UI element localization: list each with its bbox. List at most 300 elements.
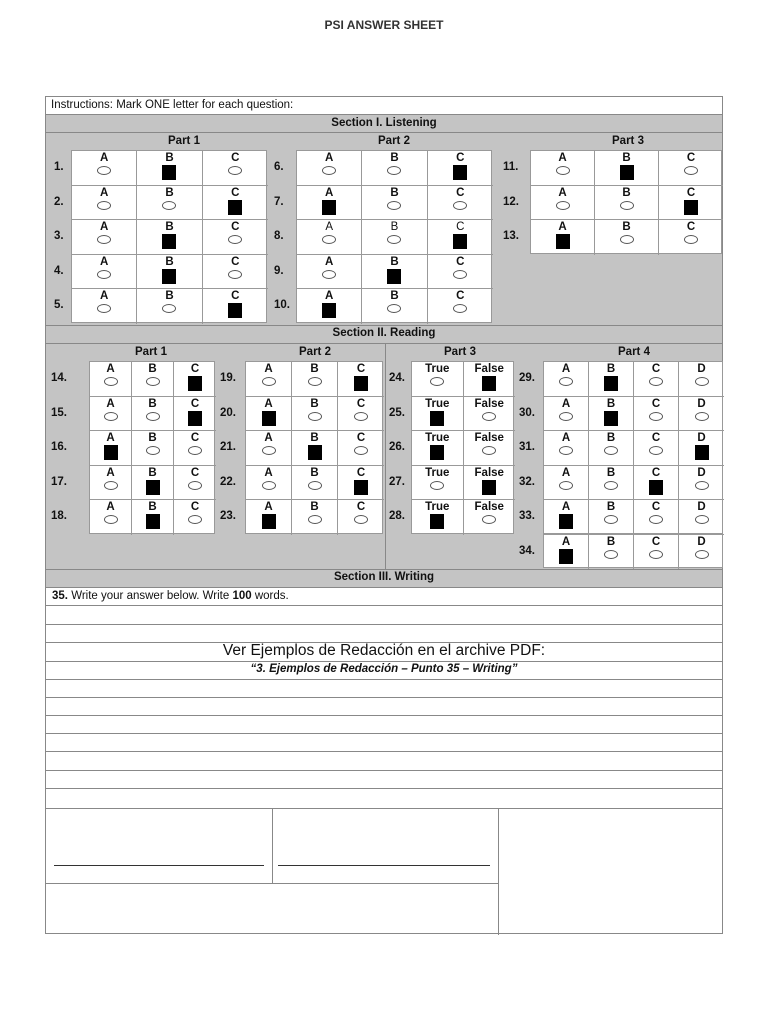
empty-bubble[interactable] <box>146 412 160 421</box>
question-number: 26. <box>389 441 405 453</box>
answer-option-c[interactable] <box>659 151 723 186</box>
answer-grid <box>245 361 383 534</box>
answer-option-c[interactable] <box>659 220 723 255</box>
filled-bubble[interactable] <box>649 480 663 495</box>
option-label: D <box>697 466 706 479</box>
answer-option-c[interactable] <box>174 431 216 466</box>
option-label: B <box>165 290 174 302</box>
answer-option-a[interactable] <box>544 431 589 466</box>
answer-option-b[interactable] <box>292 500 338 535</box>
empty-bubble[interactable] <box>308 481 322 490</box>
empty-bubble[interactable] <box>453 201 467 210</box>
option-label: A <box>558 186 567 199</box>
empty-bubble[interactable] <box>162 304 176 313</box>
answer-option-a[interactable] <box>90 500 132 535</box>
empty-bubble[interactable] <box>695 515 709 524</box>
answer-option-a[interactable] <box>246 362 292 397</box>
answer-option-a[interactable] <box>544 466 589 501</box>
empty-bubble[interactable] <box>684 235 698 244</box>
option-label: A <box>100 152 109 164</box>
question-number: 7. <box>274 195 284 208</box>
answer-option-a[interactable] <box>72 220 137 255</box>
answer-option-d[interactable] <box>679 431 724 466</box>
filled-bubble[interactable] <box>262 411 276 426</box>
option-label: B <box>165 186 174 199</box>
answer-option-false[interactable] <box>464 500 516 535</box>
empty-bubble[interactable] <box>228 235 242 244</box>
empty-bubble[interactable] <box>104 412 118 421</box>
option-label: A <box>100 290 109 302</box>
question-number: 22. <box>220 475 236 488</box>
empty-bubble[interactable] <box>604 481 618 490</box>
option-label: B <box>390 290 399 302</box>
empty-bubble[interactable] <box>559 481 573 490</box>
section-listening-title: Section I. Listening <box>331 117 437 129</box>
question-number: 13. <box>503 230 519 242</box>
question-number: 4. <box>54 264 64 277</box>
answer-grid <box>71 150 267 323</box>
answer-option-c[interactable] <box>174 466 216 501</box>
answer-option-b[interactable] <box>137 186 202 221</box>
answer-option-a[interactable] <box>72 186 137 221</box>
empty-bubble[interactable] <box>649 377 663 386</box>
filled-bubble[interactable] <box>322 303 336 318</box>
answer-option-a[interactable] <box>246 500 292 535</box>
answer-option-c[interactable] <box>634 431 679 466</box>
answer-option-c[interactable] <box>428 151 493 186</box>
answer-option-a[interactable] <box>297 186 362 221</box>
option-label: B <box>606 501 616 513</box>
empty-bubble[interactable] <box>97 304 111 313</box>
filled-bubble[interactable] <box>430 445 444 460</box>
option-label: B <box>622 152 631 164</box>
answer-option-c[interactable] <box>659 186 723 221</box>
answer-option-true[interactable] <box>412 362 464 397</box>
question-number: 21. <box>220 441 236 453</box>
question-number: 9. <box>274 264 284 277</box>
option-label: A <box>561 501 571 513</box>
empty-bubble[interactable] <box>104 377 118 386</box>
answer-option-b[interactable] <box>595 186 659 221</box>
filled-bubble[interactable] <box>559 549 573 564</box>
option-label: D <box>697 535 706 548</box>
answer-option-true[interactable] <box>412 431 464 466</box>
answer-option-a[interactable] <box>72 289 137 324</box>
option-label: A <box>558 221 567 233</box>
answer-option-c[interactable] <box>174 362 216 397</box>
filled-bubble[interactable] <box>354 480 368 495</box>
answer-option-c[interactable] <box>634 362 679 397</box>
answer-option-a[interactable] <box>531 186 595 221</box>
empty-bubble[interactable] <box>308 412 322 421</box>
answer-option-a[interactable] <box>531 220 595 255</box>
option-label: A <box>100 221 109 233</box>
answer-option-a[interactable] <box>246 466 292 501</box>
section-reading-title: Section II. Reading <box>332 327 436 339</box>
answer-option-a[interactable] <box>544 397 589 432</box>
option-label: A <box>325 290 334 302</box>
option-label: A <box>561 397 571 410</box>
filled-bubble[interactable] <box>695 445 709 460</box>
empty-bubble[interactable] <box>695 412 709 421</box>
answer-option-b[interactable] <box>137 220 202 255</box>
answer-option-c[interactable] <box>203 220 268 255</box>
answer-option-c[interactable] <box>203 289 268 324</box>
filled-bubble[interactable] <box>556 234 570 249</box>
empty-bubble[interactable] <box>188 446 202 455</box>
answer-option-a[interactable] <box>90 397 132 432</box>
empty-bubble[interactable] <box>604 550 618 559</box>
answer-option-b[interactable] <box>362 220 427 255</box>
answer-option-b[interactable] <box>132 362 174 397</box>
answer-option-b[interactable] <box>362 289 427 324</box>
option-label: B <box>606 432 616 444</box>
empty-bubble[interactable] <box>97 201 111 210</box>
empty-bubble[interactable] <box>104 515 118 524</box>
option-label: C <box>190 397 200 410</box>
empty-bubble[interactable] <box>695 377 709 386</box>
empty-bubble[interactable] <box>97 270 111 279</box>
option-label: True <box>425 397 450 410</box>
answer-option-b[interactable] <box>589 535 634 570</box>
answer-option-d[interactable] <box>679 535 724 570</box>
option-label: C <box>686 186 696 199</box>
section-writing-title: Section III. Writing <box>333 571 435 583</box>
answer-option-a[interactable] <box>297 220 362 255</box>
answer-option-c[interactable] <box>634 466 679 501</box>
answer-option-b[interactable] <box>595 220 659 255</box>
empty-bubble[interactable] <box>604 515 618 524</box>
option-label: D <box>697 432 706 444</box>
empty-bubble[interactable] <box>354 412 368 421</box>
writing-note-subtitle: “3. Ejemplos de Redacción – Punto 35 – Writing” <box>250 663 518 675</box>
option-label: A <box>325 186 334 199</box>
answer-option-b[interactable] <box>292 397 338 432</box>
page-title: PSI ANSWER SHEET <box>324 18 444 32</box>
filled-bubble[interactable] <box>162 165 176 180</box>
answer-option-a[interactable] <box>544 500 589 535</box>
filled-bubble[interactable] <box>308 445 322 460</box>
answer-option-c[interactable] <box>428 255 493 290</box>
answer-option-false[interactable] <box>464 466 516 501</box>
option-label: B <box>148 397 157 410</box>
answer-option-d[interactable] <box>679 397 724 432</box>
question-number: 31. <box>519 441 535 453</box>
filled-bubble[interactable] <box>354 376 368 391</box>
question-number: 23. <box>220 510 236 522</box>
option-label: B <box>165 152 174 164</box>
filled-bubble[interactable] <box>262 514 276 529</box>
empty-bubble[interactable] <box>354 446 368 455</box>
answer-option-a[interactable] <box>544 535 589 570</box>
empty-bubble[interactable] <box>146 377 160 386</box>
option-label: C <box>456 221 465 233</box>
answer-option-false[interactable] <box>464 397 516 432</box>
question-number: 6. <box>274 161 284 173</box>
filled-bubble[interactable] <box>188 411 202 426</box>
answer-option-b[interactable] <box>595 151 659 186</box>
question-number: 18. <box>51 510 67 522</box>
answer-option-c[interactable] <box>174 397 216 432</box>
option-label: True <box>425 432 450 444</box>
empty-bubble[interactable] <box>262 377 276 386</box>
empty-bubble[interactable] <box>482 446 496 455</box>
empty-bubble[interactable] <box>649 515 663 524</box>
answer-option-c[interactable] <box>338 362 384 397</box>
answer-option-a[interactable] <box>297 151 362 186</box>
reading-part1-title: Part 1 <box>135 346 167 358</box>
answer-option-a[interactable] <box>90 362 132 397</box>
question-number: 1. <box>54 161 64 173</box>
option-label: A <box>106 432 115 444</box>
question-number: 30. <box>519 406 535 419</box>
option-label: B <box>148 466 157 479</box>
empty-bubble[interactable] <box>649 412 663 421</box>
empty-bubble[interactable] <box>649 550 663 559</box>
option-label: False <box>474 397 504 410</box>
option-label: A <box>264 397 273 410</box>
empty-bubble[interactable] <box>228 166 242 175</box>
answer-option-b[interactable] <box>362 255 427 290</box>
answer-grid <box>543 361 723 534</box>
empty-bubble[interactable] <box>620 235 634 244</box>
empty-bubble[interactable] <box>308 515 322 524</box>
filled-bubble[interactable] <box>162 269 176 284</box>
option-label: A <box>106 397 115 410</box>
option-label: A <box>106 501 115 513</box>
answer-option-c[interactable] <box>428 289 493 324</box>
answer-option-c[interactable] <box>338 397 384 432</box>
option-label: C <box>190 466 200 479</box>
filled-bubble[interactable] <box>146 514 160 529</box>
option-label: B <box>310 397 319 410</box>
answer-option-c[interactable] <box>634 397 679 432</box>
reading-part3-title: Part 3 <box>444 346 476 358</box>
question-number: 2. <box>54 195 64 208</box>
option-label: B <box>148 501 157 513</box>
option-label: False <box>474 432 504 444</box>
answer-option-c[interactable] <box>634 500 679 535</box>
filled-bubble[interactable] <box>146 480 160 495</box>
empty-bubble[interactable] <box>430 377 444 386</box>
answer-option-b[interactable] <box>132 431 174 466</box>
option-label: A <box>100 186 109 199</box>
filled-bubble[interactable] <box>453 234 467 249</box>
filled-bubble[interactable] <box>604 411 618 426</box>
answer-option-b[interactable] <box>292 362 338 397</box>
filled-bubble[interactable] <box>228 200 242 215</box>
option-label: A <box>325 255 334 268</box>
empty-bubble[interactable] <box>453 270 467 279</box>
empty-bubble[interactable] <box>482 412 496 421</box>
empty-bubble[interactable] <box>104 481 118 490</box>
answer-option-true[interactable] <box>412 500 464 535</box>
option-label: C <box>651 397 661 410</box>
empty-bubble[interactable] <box>695 481 709 490</box>
question-number: 12. <box>503 195 519 208</box>
empty-bubble[interactable] <box>482 515 496 524</box>
answer-option-a[interactable] <box>297 255 362 290</box>
option-label: C <box>356 501 366 513</box>
empty-bubble[interactable] <box>387 166 401 175</box>
empty-bubble[interactable] <box>387 304 401 313</box>
question-number: 25. <box>389 406 405 419</box>
option-label: C <box>456 152 465 164</box>
empty-bubble[interactable] <box>649 446 663 455</box>
filled-bubble[interactable] <box>322 200 336 215</box>
empty-bubble[interactable] <box>188 515 202 524</box>
question-number: 20. <box>220 406 236 419</box>
option-label: B <box>606 466 616 479</box>
answer-option-c[interactable] <box>338 431 384 466</box>
answer-option-c[interactable] <box>338 500 384 535</box>
empty-bubble[interactable] <box>262 446 276 455</box>
answer-option-b[interactable] <box>132 500 174 535</box>
question-number: 8. <box>274 230 284 242</box>
answer-option-a[interactable] <box>297 289 362 324</box>
filled-bubble[interactable] <box>104 445 118 460</box>
empty-bubble[interactable] <box>695 550 709 559</box>
filled-bubble[interactable] <box>430 514 444 529</box>
answer-option-b[interactable] <box>589 466 634 501</box>
answer-option-b[interactable] <box>362 151 427 186</box>
option-label: B <box>148 432 157 444</box>
empty-bubble[interactable] <box>97 166 111 175</box>
empty-bubble[interactable] <box>684 166 698 175</box>
option-label: C <box>356 466 366 479</box>
filled-bubble[interactable] <box>430 411 444 426</box>
empty-bubble[interactable] <box>559 446 573 455</box>
empty-bubble[interactable] <box>322 166 336 175</box>
answer-option-c[interactable] <box>428 220 493 255</box>
answer-option-a[interactable] <box>90 431 132 466</box>
question-number: 10. <box>274 299 290 311</box>
empty-bubble[interactable] <box>430 481 444 490</box>
answer-option-b[interactable] <box>292 431 338 466</box>
answer-option-false[interactable] <box>464 431 516 466</box>
listening-part1-title: Part 1 <box>168 135 200 147</box>
option-label: B <box>606 363 616 375</box>
empty-bubble[interactable] <box>556 201 570 210</box>
filled-bubble[interactable] <box>482 480 496 495</box>
option-label: False <box>474 466 504 479</box>
answer-option-b[interactable] <box>132 466 174 501</box>
answer-option-a[interactable] <box>90 466 132 501</box>
answer-option-c[interactable] <box>428 186 493 221</box>
answer-option-b[interactable] <box>137 289 202 324</box>
empty-bubble[interactable] <box>322 270 336 279</box>
filled-bubble[interactable] <box>620 165 634 180</box>
filled-bubble[interactable] <box>188 376 202 391</box>
answer-option-a[interactable] <box>544 362 589 397</box>
question-number: 19. <box>220 372 236 384</box>
filled-bubble[interactable] <box>482 376 496 391</box>
question-number: 17. <box>51 475 67 488</box>
option-label: C <box>456 255 465 268</box>
empty-bubble[interactable] <box>322 235 336 244</box>
option-label: B <box>390 186 399 199</box>
filled-bubble[interactable] <box>453 165 467 180</box>
empty-bubble[interactable] <box>228 270 242 279</box>
answer-option-b[interactable] <box>137 255 202 290</box>
answer-option-a[interactable] <box>246 431 292 466</box>
answer-option-c[interactable] <box>203 255 268 290</box>
writing-prompt-text: Write your answer below. Write <box>68 590 233 602</box>
filled-bubble[interactable] <box>684 200 698 215</box>
answer-option-b[interactable] <box>292 466 338 501</box>
option-label: B <box>148 363 157 375</box>
empty-bubble[interactable] <box>387 235 401 244</box>
answer-option-c[interactable] <box>634 535 679 570</box>
answer-option-b[interactable] <box>589 362 634 397</box>
option-label: False <box>474 501 504 513</box>
answer-option-b[interactable] <box>589 431 634 466</box>
answer-option-b[interactable] <box>589 500 634 535</box>
empty-bubble[interactable] <box>387 201 401 210</box>
empty-bubble[interactable] <box>556 166 570 175</box>
listening-part3-title: Part 3 <box>612 135 644 147</box>
answer-option-a[interactable] <box>531 151 595 186</box>
answer-grid <box>296 150 492 323</box>
empty-bubble[interactable] <box>559 412 573 421</box>
filled-bubble[interactable] <box>228 303 242 318</box>
filled-bubble[interactable] <box>604 376 618 391</box>
answer-option-a[interactable] <box>72 255 137 290</box>
answer-option-c[interactable] <box>203 186 268 221</box>
option-label: A <box>100 255 109 268</box>
answer-option-true[interactable] <box>412 466 464 501</box>
option-label: C <box>190 501 200 513</box>
empty-bubble[interactable] <box>188 481 202 490</box>
answer-option-d[interactable] <box>679 500 724 535</box>
empty-bubble[interactable] <box>453 304 467 313</box>
filled-bubble[interactable] <box>387 269 401 284</box>
answer-option-d[interactable] <box>679 362 724 397</box>
empty-bubble[interactable] <box>262 481 276 490</box>
answer-option-b[interactable] <box>362 186 427 221</box>
answer-option-b[interactable] <box>132 397 174 432</box>
answer-option-b[interactable] <box>589 397 634 432</box>
answer-grid <box>411 361 514 534</box>
empty-bubble[interactable] <box>354 515 368 524</box>
filled-bubble[interactable] <box>162 234 176 249</box>
empty-bubble[interactable] <box>162 201 176 210</box>
answer-option-false[interactable] <box>464 362 516 397</box>
answer-option-a[interactable] <box>72 151 137 186</box>
option-label: C <box>651 535 661 548</box>
question-number: 29. <box>519 372 535 384</box>
answer-option-c[interactable] <box>338 466 384 501</box>
option-label: C <box>190 363 200 375</box>
empty-bubble[interactable] <box>559 377 573 386</box>
answer-option-b[interactable] <box>137 151 202 186</box>
empty-bubble[interactable] <box>308 377 322 386</box>
answer-option-true[interactable] <box>412 397 464 432</box>
option-label: C <box>231 290 240 302</box>
filled-bubble[interactable] <box>559 514 573 529</box>
option-label: A <box>561 363 571 375</box>
empty-bubble[interactable] <box>620 201 634 210</box>
answer-option-a[interactable] <box>246 397 292 432</box>
empty-bubble[interactable] <box>97 235 111 244</box>
option-label: A <box>264 432 273 444</box>
empty-bubble[interactable] <box>146 446 160 455</box>
answer-option-c[interactable] <box>174 500 216 535</box>
listening-part2-title: Part 2 <box>378 135 410 147</box>
answer-option-c[interactable] <box>203 151 268 186</box>
answer-option-d[interactable] <box>679 466 724 501</box>
empty-bubble[interactable] <box>604 446 618 455</box>
